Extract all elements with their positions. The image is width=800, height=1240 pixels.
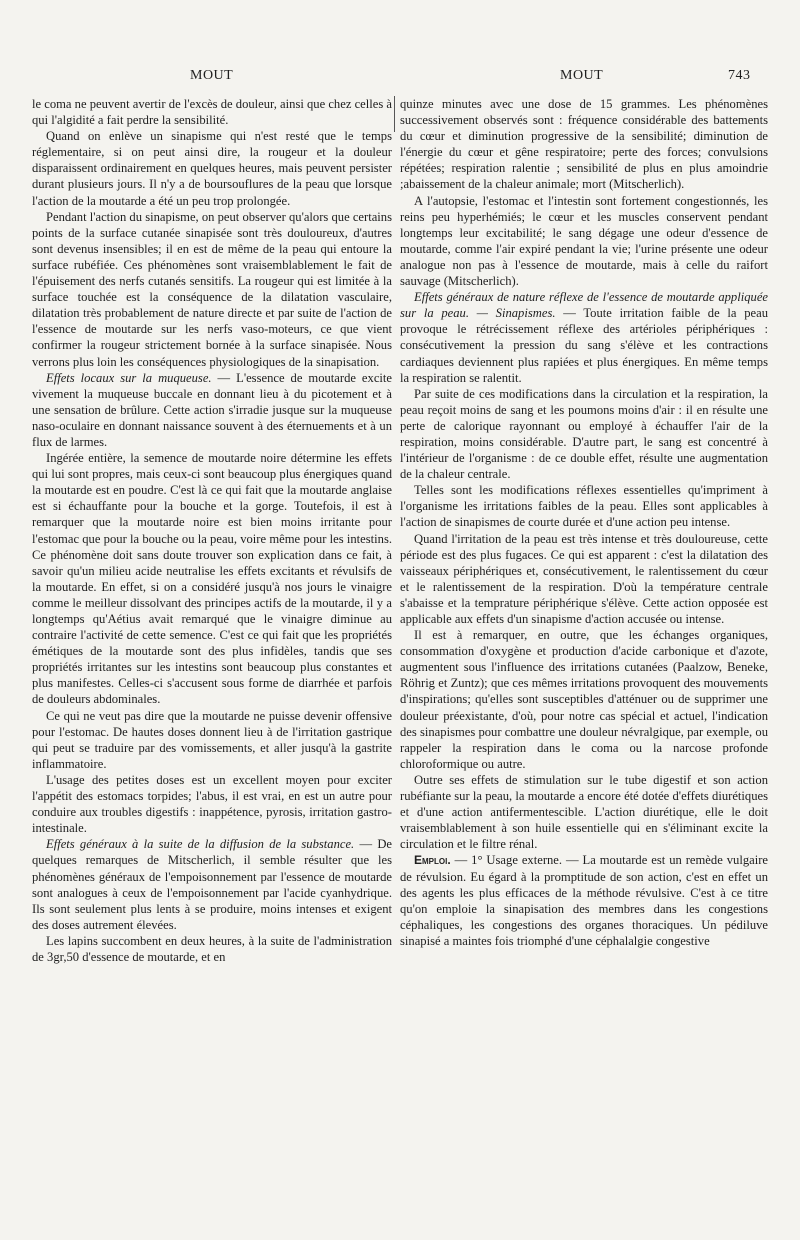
paragraph-text: le coma ne peuvent avertir de l'excès de douleur, ainsi que chez celles à qui l'algidité a fait perdre la sensibilité.: [32, 97, 392, 128]
paragraph-text: — Toute irritation faible de la peau provoque le rétrécissement réflexe des artérioles périphériques : consécutivement la pression du sang s'élève et les contractions cardiaques deviennent plus rapiées et plus énergiques. En même temps la respiration se ralentit.: [400, 306, 768, 385]
column-divider: [394, 96, 395, 132]
paragraph-text: Il est à remarquer, en outre, que les échanges organiques, consommation d'oxygène et production d'acide carbonique et d'azote, augmentent sous l'influence des irritations cutanées (Paalzow, Beneke, Röhrig et Zuntz); que ces mêmes irritations provoquent des mouvements d'inspirations; qu'elles sont susceptibles d'atténuer ou de supprimer une douleur préexistante, d'où, pour notre cas spécial et actuel, l'indication des sinapismes pour combattre une douleur névralgique, par exemple, ou rappeler la respiration dans le coma ou la narcose profonde chloroformique ou autre.: [400, 628, 768, 771]
paragraph: [400, 627, 768, 772]
paragraph-text: Ce qui ne veut pas dire que la moutarde ne puisse devenir offensive pour l'estomac. De hautes doses donnent lieu à de l'irritation gastrique qui peut se traduire par des vomissements, et aller jusqu'à la gastrite inflammatoire.: [32, 708, 392, 771]
paragraph-text: Ingérée entière, la semence de moutarde noire détermine les effets qui lui sont propres, mais ceux-ci sont beaucoup plus énergiques quand la moutarde est en poudre. C'est là ce qui fait que la moutarde anglaise est si échauffante pour la bouche et la gorge. Toutefois, il est à remarquer que la moutarde noire est bien moins irritante pour l'estomac que pour la bouche ou la peau, voire même pour les intestins. Ce phénomène doit sans doute trouver son explication dans ce fait, à savoir qu'un milieu acide neutralise les effets excitants et révulsifs de la moutarde. En effet, si on a considéré jusqu'à nos jours le vinaigre comme le meilleur dissolvant des principes actifs de la moutarde, il y a longtemps qu'Aétius avait remarqué que le vinaigre diminue au contraire l'activité de cette semence. C'est ce qui fait que les propriétés émétiques de la moutarde sont des plus infidèles, tandis que ses propriétés irritantes sur les intestins sont beaucoup plus constantes et plus manifestes. Celles-ci s'accusent sous forme de diarrhée et parfois de douleurs abdominales.: [32, 451, 392, 707]
paragraph-text: — L'essence de moutarde excite vivement la muqueuse buccale en donnant lieu à du picotement et à une sensation de brûlure. Cette action s'irradie jusque sur la muqueuse naso-oculaire en donnant naissance souvent à des éternuements et à un flux de larmes.: [32, 370, 393, 449]
paragraph-text: Outre ses effets de stimulation sur le tube digestif et son action rubéfiante sur la peau, la moutarde a encore été dotée d'effets diurétiques et d'une action antifermentescible. L'action diurétique, elle le doit vraisemblablement à son huile essentielle qui en s'éliminant excite la circulation et le filtre rénal.: [400, 772, 768, 852]
paragraph: [400, 531, 768, 628]
running-head-left: MOUT: [190, 68, 234, 83]
paragraph: [32, 370, 392, 450]
paragraph: [400, 386, 768, 483]
section-heading: Emploi.: [414, 853, 451, 868]
paragraph-text: quinze minutes avec une dose de 15 grammes. Les phénomènes successivement observés sont : fréquence considérable des battements du cœur et diminution progressive de la sensibilité; diminution de l'énergie du cœur et gêne respiratoire; perte des forces; convulsions répétées; respiration ralentie ; sensibilité de plus en plus amoindrie ;abaissement de la chaleur animale; mort (Mitscherlich).: [400, 97, 768, 192]
paragraph-text: L'usage des petites doses est un excellent moyen pour exciter l'appétit des estomacs torpides; l'abus, il est vrai, en est un autre pour conduire aux troubles digestifs : inappétence, pyrosis, irritation gastro-intestinale.: [32, 772, 392, 836]
left-column: [32, 96, 392, 965]
paragraph-text: Pendant l'action du sinapisme, on peut observer qu'alors que certains points de la surface cutanée sinapisée sont très douloureux, d'autres sont devenus insensibles; il en est de même de la peau qui entoure la surface rubéfiée. Ces phénomènes sont vraisemblablement le fait de l'épuisement des nerfs cutanés sensitifs. La rougeur qui est limitée à la surface touchée est la conséquence de la dilatation vasculaire, dilatation très probablement de nature directe et par suite de l'action de l'essence de moutarde sur les nerfs vaso-moteurs, ce que vient confirmer la rougeur strictement bornée à la surface sinapisée. Nous verrons plus loin les conséquences physiologiques de la sinapisation.: [32, 209, 392, 369]
paragraph-text: — 1° Usage externe. — La moutarde est un remède vulgaire de révulsion. Eu égard à la promptitude de son action, c'est en effet un des agents les plus efficaces de la méthode révulsive. C'est à ce titre qu'on emploie la sinapisation des membres dans les congestions céphaliques, les congestions des organes thoraciques. Un pédiluve sinapisé a maintes fois triomphé d'une céphalalgie congestive: [400, 853, 768, 948]
page-number: 743: [728, 68, 751, 83]
paragraph: [32, 128, 392, 208]
paragraph: [32, 96, 392, 128]
section-heading: Effets locaux sur la muqueuse.: [46, 370, 212, 385]
section-heading: Effets généraux à la suite de la diffusion de la substance.: [46, 837, 355, 852]
paragraph-text: Telles sont les modifications réflexes essentielles qu'impriment à l'organisme les irritations faibles de la peau. Elles sont applicables à l'action de sinapismes de courte durée et d'une action peu intense.: [400, 483, 768, 530]
paragraph-text: A l'autopsie, l'estomac et l'intestin sont fortement congestionnés, les reins peu hyperhémiés; le cœur et les muscles conservent pendant longtemps leur excitabilité; le sang dégage une odeur d'essence de moutarde, comme l'air expiré pendant la vie; l'urine présente une odeur analogue non pas à l'essence de moutarde, mais à celle du raifort sauvage (Mitscherlich).: [400, 193, 768, 289]
paragraph: [400, 852, 768, 949]
paragraph: [32, 836, 392, 933]
paragraph: [32, 772, 392, 836]
paragraph-text: — De quelques remarques de Mitscherlich, il semble résulter que les phénomènes généraux de l'empoisonnement par l'essence de moutarde sont analogues à ceux de l'empoisonnement par l'acide cyanhydrique. Ils sont seulement plus lents à se produire, moins intenses et exigent des doses autrement élevées.: [32, 837, 393, 932]
running-head-right: MOUT: [560, 68, 604, 83]
paragraph: [400, 193, 768, 290]
paragraph-text: Les lapins succombent en deux heures, à la suite de l'administration de 3gr,50 d'essence de moutarde, et en: [32, 933, 392, 964]
paragraph-text: Par suite de ces modifications dans la circulation et la respiration, la peau reçoit moins de sang et les poumons moins d'air : il en résulte une perte de calorique rayonnant ou employé à échauffer l'air de la respiration, moins considérable. D'autre part, le sang est concentré à l'intérieur de l'organisme : de ce double effet, résulte une augmentation de la chaleur centrale.: [400, 386, 768, 482]
section-heading: Effets généraux de nature réflexe de l'essence de moutarde appliquée sur la peau. — Sinapismes.: [400, 290, 768, 321]
paragraph: [32, 209, 392, 370]
paragraph: [400, 482, 768, 530]
paragraph-text: Quand l'irritation de la peau est très intense et très douloureuse, cette période est des plus fugaces. Ce qui est apparent : c'est la dilatation des vaisseaux périphériques et, consécutivement, le ralentissement du cœur et le ralentissement de la respiration. D'où la température centrale s'abaisse et la temprature périphérique s'élève. Cette action opposée est applicable aux effets d'un sinapisme d'action accusée ou intense.: [400, 531, 768, 626]
paragraph: [400, 772, 768, 852]
paragraph: [400, 289, 768, 386]
paragraph: [400, 96, 768, 193]
paragraph: [32, 708, 392, 772]
paragraph: [32, 450, 392, 708]
right-column: [400, 96, 768, 949]
paragraph-text: Quand on enlève un sinapisme qui n'est resté que le temps réglementaire, si on peut ainsi dire, la rougeur et la douleur disparaissent ordinairement en quelques heures, mais peuvent persister durant plusieurs jours. Il n'y a de boursouflures de la peau que lorsque l'action de la moutarde a été un peu trop prolongée.: [32, 129, 392, 208]
paragraph: [32, 933, 392, 965]
